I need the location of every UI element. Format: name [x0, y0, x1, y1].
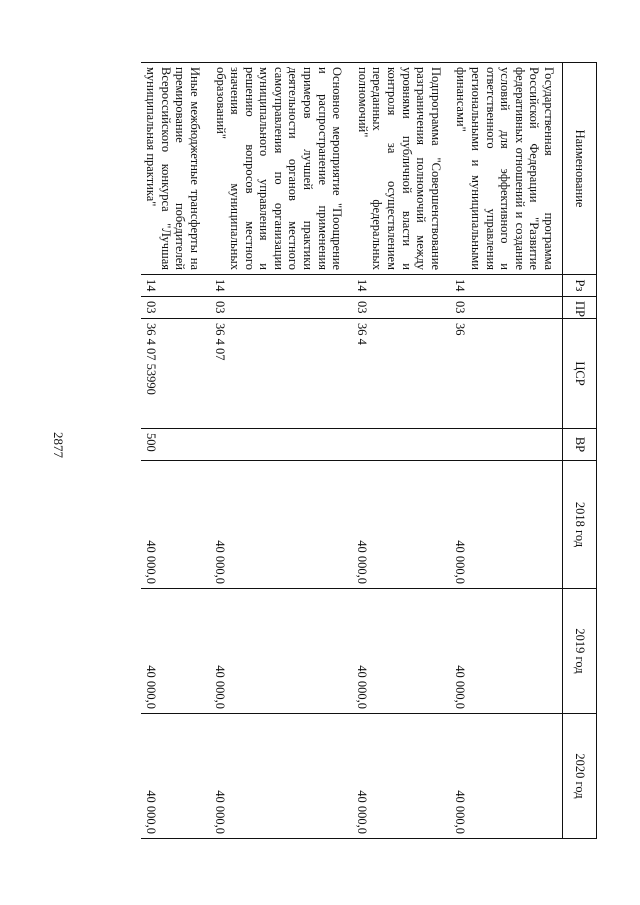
table-row: [450, 63, 563, 839]
row-2020: 40 000,0: [450, 714, 563, 839]
page-number: 2877: [51, 432, 66, 458]
row-2020: 40 000,0: [209, 714, 351, 839]
row-csr: 36 4 07 53990: [141, 319, 209, 429]
row-vr: 500: [141, 429, 209, 461]
row-2019: 40 000,0: [209, 589, 351, 714]
row-csr: 36: [450, 319, 563, 429]
row-2019: 40 000,0: [141, 589, 209, 714]
row-csr: 36 4 07: [209, 319, 351, 429]
header-pr: ПР: [563, 297, 597, 319]
header-vr: ВР: [563, 429, 597, 461]
row-vr: [209, 429, 351, 461]
row-2019: 40 000,0: [450, 589, 563, 714]
row-rz: 14: [141, 275, 209, 297]
row-vr: [450, 429, 563, 461]
header-2019: 2019 год: [563, 589, 597, 714]
row-name: Подпрограмма "Совершенствование разграничения полномочий между уровнями публичной власти и контроля за осуществлением переданных федеральных полномочий": [351, 63, 450, 275]
budget-table: [141, 62, 597, 839]
header-rz: Рз: [563, 275, 597, 297]
row-pr: 03: [209, 297, 351, 319]
table-row: [141, 63, 209, 839]
row-csr: 36 4: [351, 319, 450, 429]
row-2018: 40 000,0: [450, 461, 563, 589]
row-2018: 40 000,0: [141, 461, 209, 589]
header-row: [563, 63, 597, 839]
row-2018: 40 000,0: [351, 461, 450, 589]
budget-table-container: [100, 62, 597, 838]
row-2019: 40 000,0: [351, 589, 450, 714]
table-row: [209, 63, 351, 839]
row-2020: 40 000,0: [351, 714, 450, 839]
table-row: [351, 63, 450, 839]
row-name: Государственная программа Российской Федерации "Развитие федеративных отношений и создание условий для эффективного и ответственного управления региональными и муниципальными финансами": [450, 63, 563, 275]
row-pr: 03: [141, 297, 209, 319]
row-pr: 03: [450, 297, 563, 319]
row-2020: 40 000,0: [141, 714, 209, 839]
header-csr: ЦСР: [563, 319, 597, 429]
row-pr: 03: [351, 297, 450, 319]
row-rz: 14: [351, 275, 450, 297]
row-name: Основное мероприятие "Поощрение и распространение применения примеров лучшей практики деятельности органов местного самоуправления по организации муниципального управления и решению вопросов местного значения муниципальных образований": [209, 63, 351, 275]
header-2020: 2020 год: [563, 714, 597, 839]
row-rz: 14: [450, 275, 563, 297]
row-vr: [351, 429, 450, 461]
row-name: Иные межбюджетные трансферты на премирование победителей Всероссийского конкурса "Лучшая муниципальная практика": [141, 63, 209, 275]
row-rz: 14: [209, 275, 351, 297]
row-2018: 40 000,0: [209, 461, 351, 589]
header-name: Наименование: [563, 63, 597, 275]
header-2018: 2018 год: [563, 461, 597, 589]
